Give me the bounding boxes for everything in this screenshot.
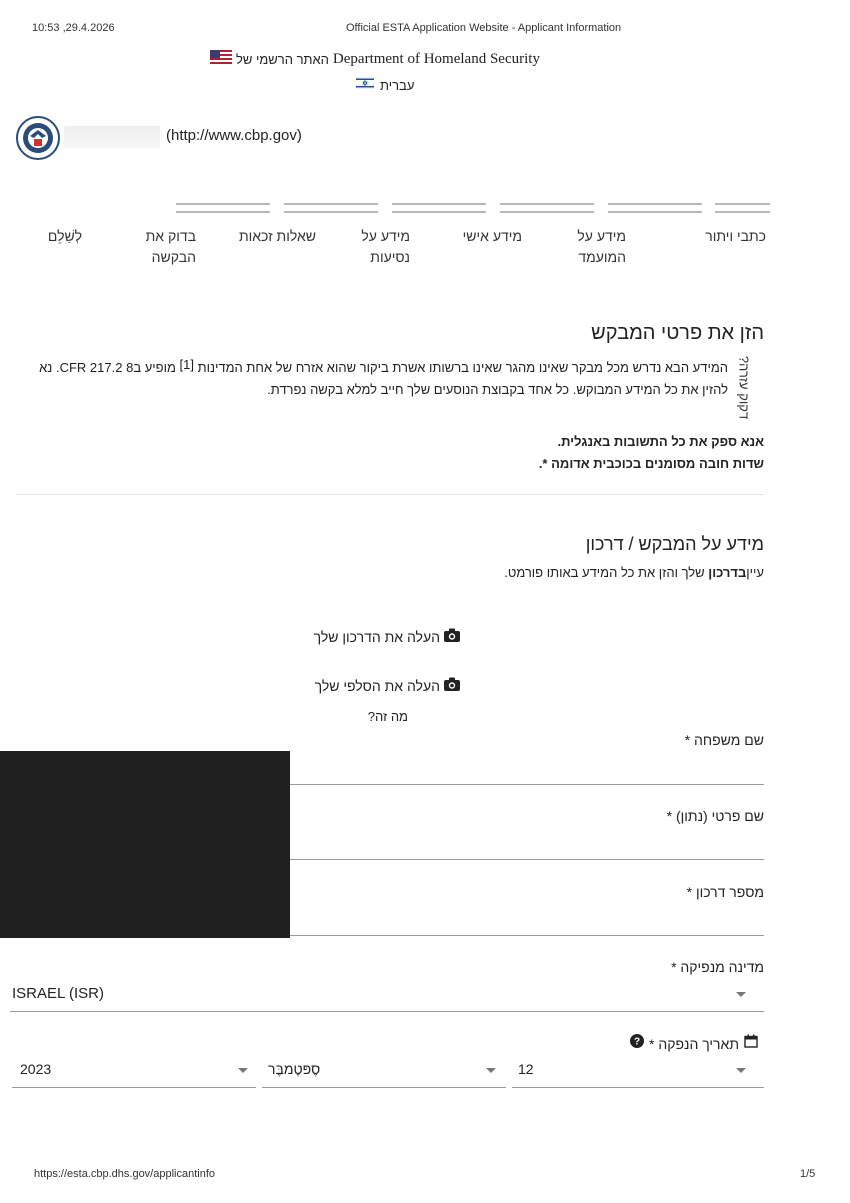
chevron-down-icon bbox=[736, 1068, 746, 1073]
issue-year-value: 2023 bbox=[20, 1061, 52, 1077]
step-applicant-info[interactable]: מידע על המועמד bbox=[577, 228, 626, 265]
issuing-country-select[interactable] bbox=[10, 982, 764, 1010]
camera-icon bbox=[444, 677, 460, 694]
issue-date-label: תאריך הנפקה * bbox=[649, 1035, 739, 1052]
help-tab-label: דקוק עזרה? bbox=[736, 355, 752, 420]
surname-underline bbox=[290, 784, 764, 785]
passport-number-label: מספר דרכון * bbox=[686, 884, 764, 900]
required-note: שדות חובה מסומנים בכוכבית אדומה *. bbox=[538, 456, 764, 471]
english-note: אנא ספק את כל התשובות באנגלית. bbox=[557, 434, 764, 449]
step-bar-review bbox=[176, 203, 270, 213]
issue-year-underline bbox=[12, 1087, 256, 1088]
upload-selfie-label: העלה את הסלפי שלך bbox=[314, 677, 440, 694]
step-pay[interactable]: לְשַׁלֵם bbox=[47, 228, 82, 244]
footnote-ref[interactable]: [1] bbox=[179, 357, 194, 372]
given-name-underline bbox=[290, 859, 764, 860]
issuing-country-label: מדינה מנפיקה * bbox=[671, 959, 764, 975]
print-page-number: 1/5 bbox=[800, 1168, 816, 1180]
issue-month-select[interactable] bbox=[262, 1058, 506, 1086]
chevron-down-icon bbox=[486, 1068, 496, 1073]
us-flag-icon bbox=[210, 50, 232, 69]
language-label: עברית bbox=[380, 77, 415, 93]
passport-number-input[interactable] bbox=[300, 912, 764, 934]
cbp-link[interactable]: (http://www.cbp.gov) bbox=[166, 127, 302, 144]
given-name-label: שם פרטי (נתון) * bbox=[666, 808, 764, 824]
cbp-logo-text bbox=[64, 126, 160, 148]
surname-label: שם משפחה * bbox=[684, 732, 764, 748]
issuing-country-value: ISRAEL (ISR) bbox=[12, 985, 104, 1002]
issue-day-value: 12 bbox=[518, 1061, 534, 1077]
issue-day-select[interactable] bbox=[512, 1058, 764, 1086]
upload-selfie-button[interactable] bbox=[300, 677, 460, 694]
step-personal-info[interactable]: מידע אישי bbox=[462, 228, 522, 244]
passport-hint bbox=[300, 565, 764, 580]
step-bar-applicant bbox=[608, 203, 702, 213]
issue-day-underline bbox=[512, 1087, 764, 1088]
hint-bold: בדרכון bbox=[708, 565, 747, 580]
step-bar-waivers bbox=[715, 203, 770, 213]
svg-text:?: ? bbox=[633, 1036, 641, 1048]
section-heading: מידע על המבקש / דרכון bbox=[585, 534, 764, 554]
step-bar-travel bbox=[392, 203, 486, 213]
official-prefix: האתר הרשמי של bbox=[236, 52, 329, 67]
surname-input[interactable] bbox=[300, 760, 764, 782]
intro-paragraph bbox=[16, 354, 728, 401]
page-title: הזן את פרטי המבקש bbox=[591, 322, 764, 344]
passport-number-underline bbox=[290, 935, 764, 936]
redaction-block bbox=[0, 751, 290, 938]
step-review[interactable]: בדוק את הבקשה bbox=[145, 228, 196, 265]
whats-this-link[interactable]: מה זה? bbox=[367, 709, 408, 724]
issue-month-underline bbox=[262, 1087, 506, 1088]
print-datetime: 10:53 ,29.4.2026 bbox=[32, 22, 115, 34]
israel-flag-icon bbox=[356, 76, 374, 94]
hint-prefix: עיין bbox=[746, 565, 764, 580]
calendar-icon bbox=[744, 1034, 758, 1053]
language-selector[interactable] bbox=[356, 76, 414, 94]
dhs-seal-logo[interactable] bbox=[16, 116, 60, 165]
help-tab[interactable] bbox=[733, 354, 755, 430]
upload-passport-button[interactable] bbox=[300, 628, 460, 645]
hint-suffix: שלך והזן את כל המידע באותו פורמט. bbox=[504, 565, 705, 580]
issue-month-value: סֶפּטֶמבֶּר bbox=[268, 1061, 321, 1077]
issue-year-select[interactable] bbox=[12, 1058, 256, 1086]
camera-icon bbox=[444, 628, 460, 645]
step-travel-info[interactable]: מידע על נסיעות bbox=[361, 228, 410, 265]
intro-text-cont: מופיע ב8 CFR 217.2. נא להזין את כל המידע המבוקש. כל אחד בקבוצת הנוסעים שלך חייב למלא בקשה נפרדת. bbox=[39, 360, 728, 397]
print-page-title: Official ESTA Application Website - Applicant Information bbox=[346, 22, 622, 34]
intro-text: המידע הבא נדרש מכל מבקר שאינו מהגר שאינו ברשותו אשרת ביקור שהוא אזרח של אחת המדינות bbox=[197, 360, 728, 375]
official-banner bbox=[210, 50, 540, 69]
given-name-input[interactable] bbox=[300, 836, 764, 858]
chevron-down-icon bbox=[238, 1068, 248, 1073]
print-footer-url: https://esta.cbp.dhs.gov/applicantinfo bbox=[34, 1168, 216, 1180]
chevron-down-icon bbox=[736, 992, 746, 997]
question-circle-icon[interactable] bbox=[630, 1034, 644, 1053]
issue-date-label-row bbox=[500, 1034, 758, 1053]
upload-passport-label: העלה את הדרכון שלך bbox=[313, 628, 440, 645]
step-eligibility[interactable]: שאלות זכאות bbox=[238, 228, 316, 244]
section-divider bbox=[16, 494, 764, 495]
step-bar-eligibility bbox=[284, 203, 378, 213]
issuing-country-underline bbox=[10, 1011, 764, 1012]
step-bar-personal bbox=[500, 203, 594, 213]
step-waivers[interactable]: כתבי ויתור bbox=[705, 228, 766, 244]
agency-name: Department of Homeland Security bbox=[332, 51, 540, 67]
